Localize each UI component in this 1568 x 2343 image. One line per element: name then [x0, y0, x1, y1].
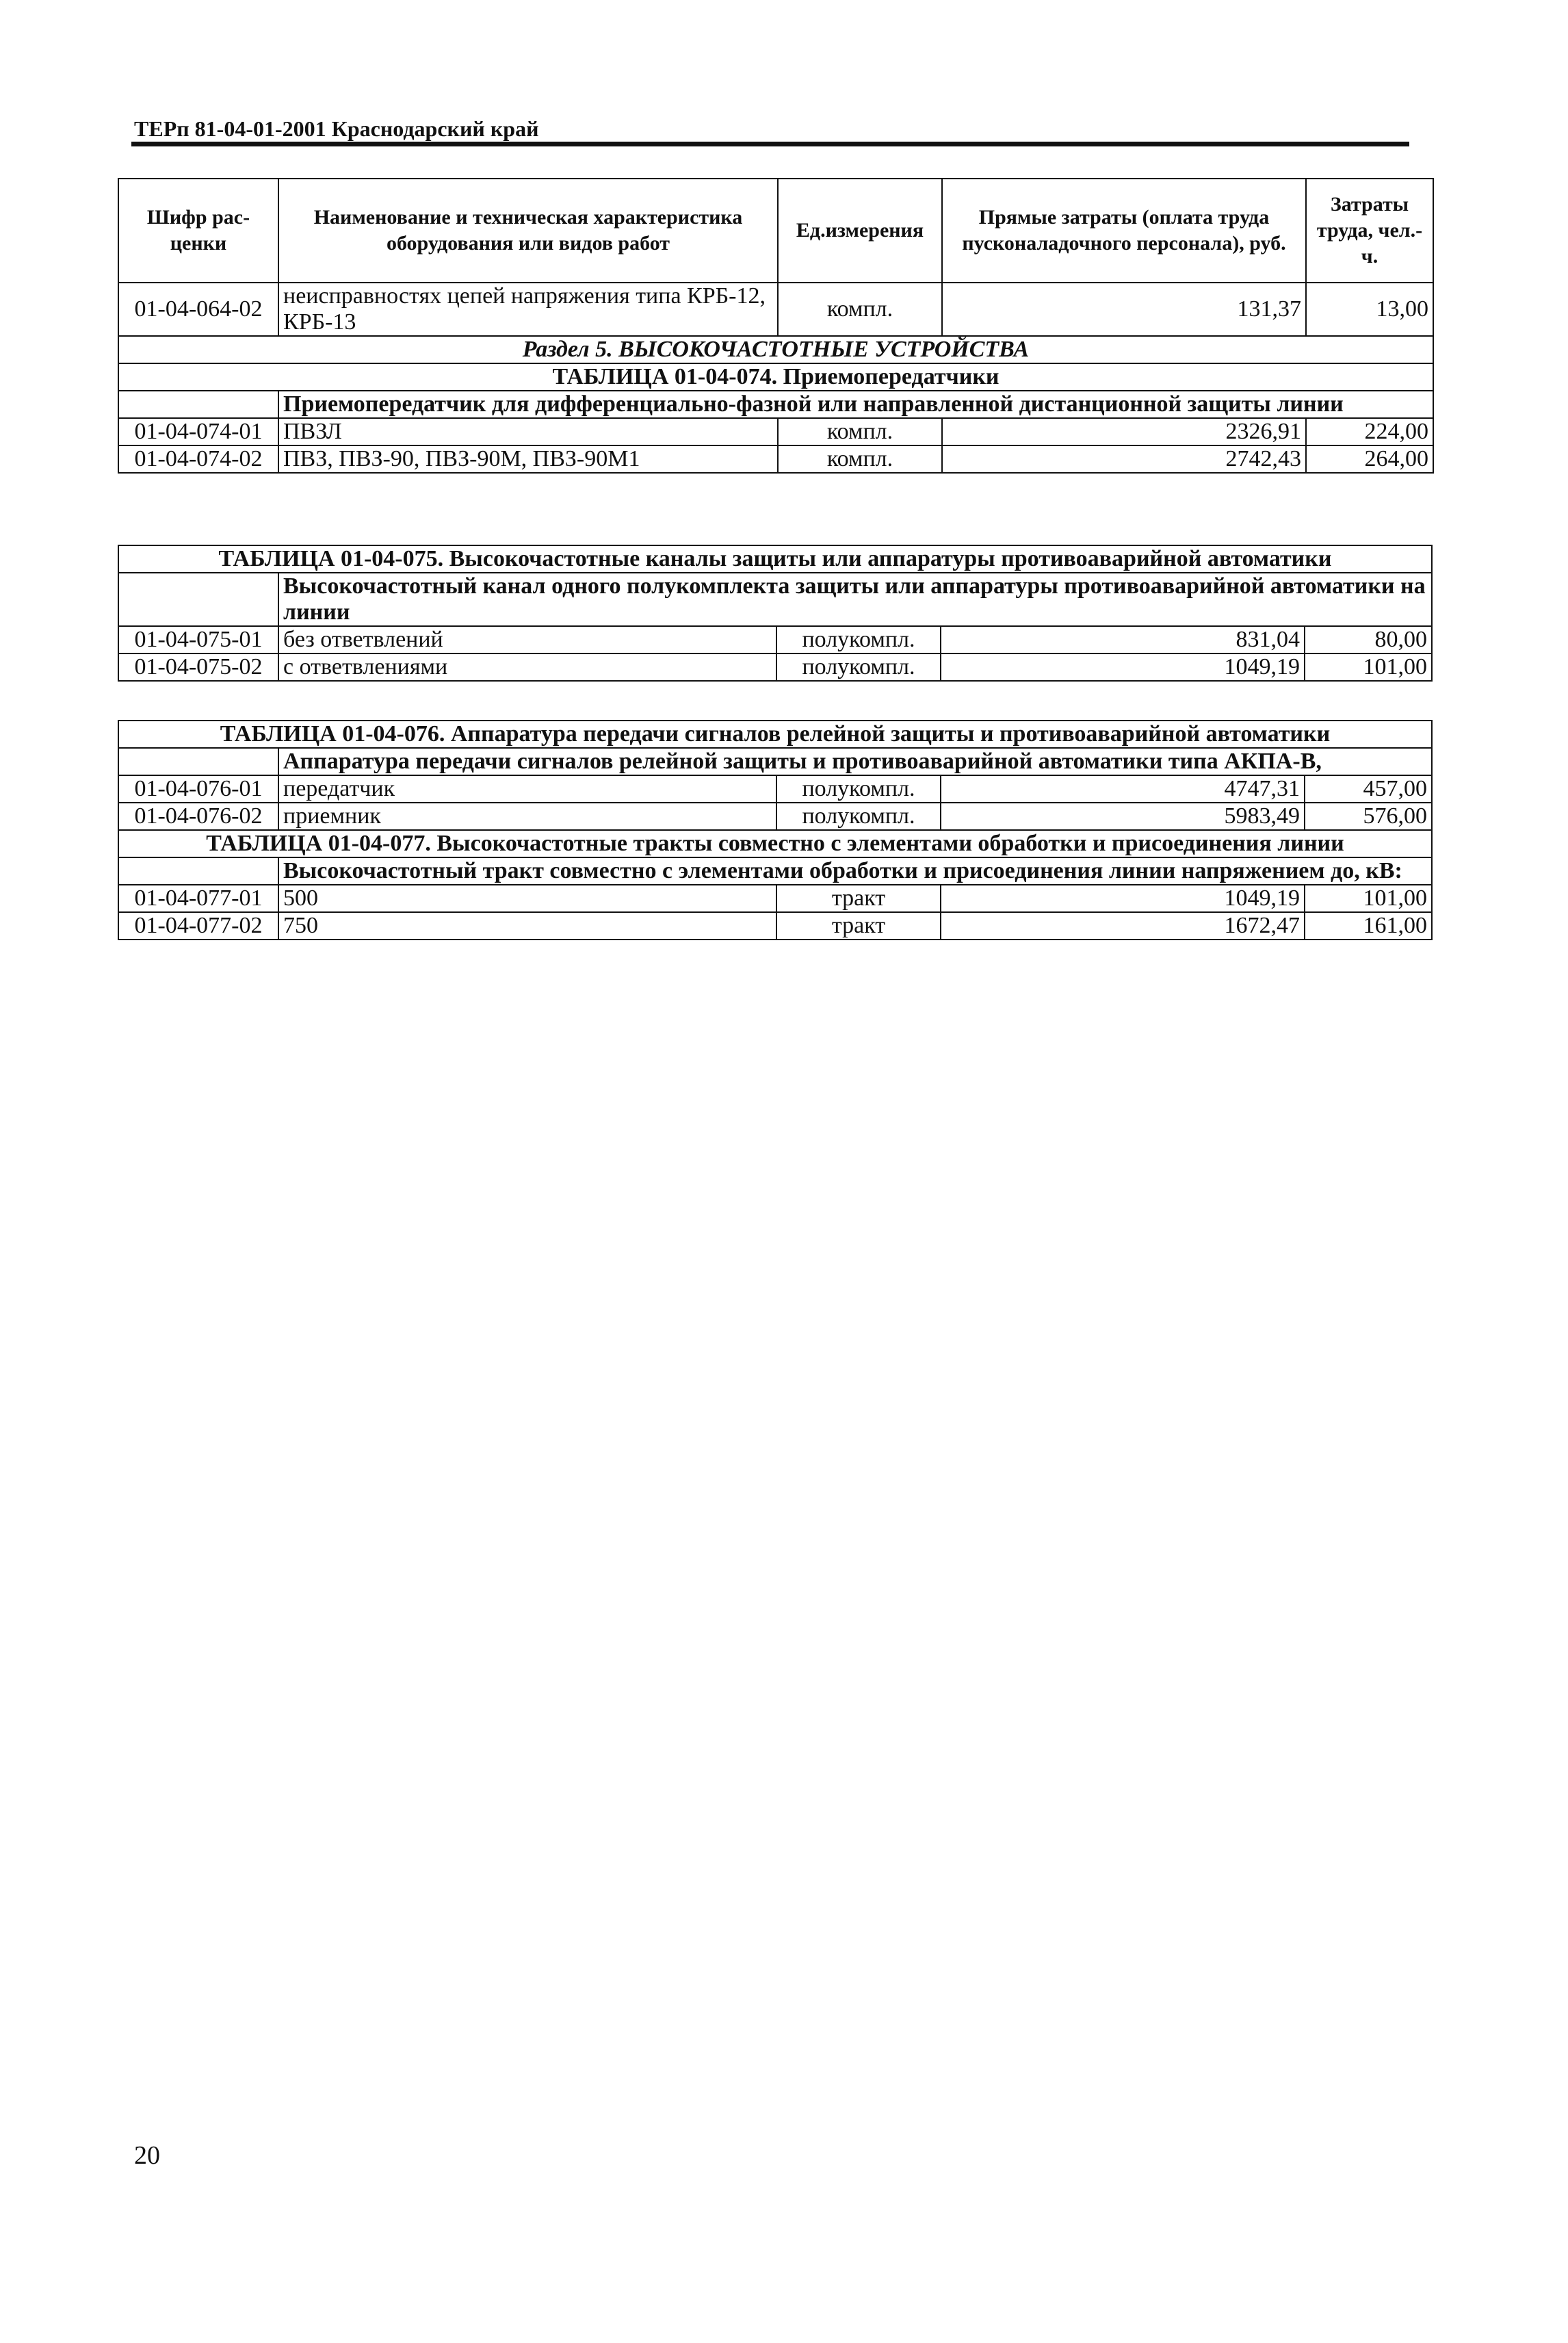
table-header-row	[118, 179, 1433, 283]
row-unit: тракт	[776, 885, 941, 912]
row-labor: 576,00	[1305, 803, 1432, 830]
row-unit: тракт	[776, 912, 941, 940]
table-row	[118, 445, 1433, 473]
row-name: неисправностях цепей напряжения типа КРБ-12, КРБ-13	[278, 283, 778, 336]
table-row	[118, 653, 1432, 681]
row-name: 500	[278, 885, 776, 912]
table-row	[118, 418, 1433, 445]
empty-cell	[118, 857, 278, 885]
header-divider	[131, 142, 1409, 146]
row-cost: 131,37	[942, 283, 1306, 336]
row-labor: 13,00	[1306, 283, 1433, 336]
document-header-title: ТЕРп 81-04-01-2001 Краснодарский край	[134, 116, 539, 141]
table-077-title: ТАБЛИЦА 01-04-077. Высокочастотные тракты совместно с элементами обработки и присоединения линии	[118, 830, 1432, 857]
table-075-group: Высокочастотный канал одного полукомплекта защиты или аппаратуры противоаварийной автоматики на линии	[278, 573, 1432, 626]
row-name: 750	[278, 912, 776, 940]
rates-table-main	[118, 178, 1434, 474]
table-076-title: ТАБЛИЦА 01-04-076. Аппаратура передачи сигналов релейной защиты и противоаварийной автоматики	[118, 721, 1432, 748]
row-cost: 831,04	[941, 626, 1305, 653]
row-name: ПВЗ, ПВЗ-90, ПВЗ-90М, ПВЗ-90М1	[278, 445, 778, 473]
empty-cell	[118, 391, 278, 418]
row-labor: 101,00	[1305, 885, 1432, 912]
row-unit: компл.	[778, 418, 942, 445]
group-row	[118, 857, 1432, 885]
row-cost: 2742,43	[942, 445, 1306, 473]
row-code: 01-04-076-02	[118, 803, 278, 830]
row-labor: 224,00	[1306, 418, 1433, 445]
page-number: 20	[134, 2141, 160, 2170]
empty-cell	[118, 748, 278, 775]
row-labor: 264,00	[1306, 445, 1433, 473]
row-cost: 1672,47	[941, 912, 1305, 940]
table-title-row	[118, 721, 1432, 748]
row-labor: 80,00	[1305, 626, 1432, 653]
column-header-unit: Ед.измерения	[778, 179, 942, 283]
row-labor: 101,00	[1305, 653, 1432, 681]
table-row	[118, 803, 1432, 830]
row-code: 01-04-076-01	[118, 775, 278, 803]
table-076-group: Аппаратура передачи сигналов релейной защиты и противоаварийной автоматики типа АКПА-В,	[278, 748, 1432, 775]
table-074-group: Приемопередатчик для дифференциально-фазной или направленной дистанционной защиты линии	[278, 391, 1433, 418]
group-row	[118, 748, 1432, 775]
table-074-title: ТАБЛИЦА 01-04-074. Приемопередатчики	[118, 363, 1433, 391]
row-unit: полукомпл.	[776, 775, 941, 803]
column-header-cost: Прямые затраты (оплата труда пусконаладочного персонала), руб.	[942, 179, 1306, 283]
row-unit: компл.	[778, 283, 942, 336]
row-code: 01-04-075-01	[118, 626, 278, 653]
column-header-name: Наименование и техническая характеристика оборудования или видов работ	[278, 179, 778, 283]
row-name: передатчик	[278, 775, 776, 803]
row-code: 01-04-074-01	[118, 418, 278, 445]
group-row	[118, 573, 1432, 626]
row-code: 01-04-074-02	[118, 445, 278, 473]
row-code: 01-04-075-02	[118, 653, 278, 681]
empty-cell	[118, 573, 278, 626]
table-077-group: Высокочастотный тракт совместно с элементами обработки и присоединения линии напряжением до, кВ:	[278, 857, 1432, 885]
group-row	[118, 391, 1433, 418]
row-unit: компл.	[778, 445, 942, 473]
table-title-row	[118, 545, 1432, 573]
row-unit: полукомпл.	[776, 803, 941, 830]
row-cost: 1049,19	[941, 885, 1305, 912]
table-row	[118, 626, 1432, 653]
table-row	[118, 885, 1432, 912]
row-labor: 161,00	[1305, 912, 1432, 940]
table-row	[118, 283, 1433, 336]
row-name: без ответвлений	[278, 626, 776, 653]
row-cost: 2326,91	[942, 418, 1306, 445]
row-unit: полукомпл.	[776, 626, 941, 653]
table-row	[118, 912, 1432, 940]
section-title-row	[118, 336, 1433, 363]
table-title-row	[118, 363, 1433, 391]
row-code: 01-04-064-02	[118, 283, 278, 336]
rates-table-075	[118, 545, 1433, 682]
table-title-row	[118, 830, 1432, 857]
rates-table-076-077	[118, 720, 1433, 940]
section-title: Раздел 5. ВЫСОКОЧАСТОТНЫЕ УСТРОЙСТВА	[118, 336, 1433, 363]
column-header-code: Шифр рас-ценки	[118, 179, 278, 283]
row-cost: 4747,31	[941, 775, 1305, 803]
row-unit: полукомпл.	[776, 653, 941, 681]
column-header-labor: Затраты труда, чел.-ч.	[1306, 179, 1433, 283]
row-cost: 5983,49	[941, 803, 1305, 830]
row-cost: 1049,19	[941, 653, 1305, 681]
table-075-title: ТАБЛИЦА 01-04-075. Высокочастотные каналы защиты или аппаратуры противоаварийной автоматики	[118, 545, 1432, 573]
row-code: 01-04-077-01	[118, 885, 278, 912]
table-row	[118, 775, 1432, 803]
row-labor: 457,00	[1305, 775, 1432, 803]
row-name: ПВЗЛ	[278, 418, 778, 445]
row-code: 01-04-077-02	[118, 912, 278, 940]
row-name: приемник	[278, 803, 776, 830]
row-name: с ответвлениями	[278, 653, 776, 681]
